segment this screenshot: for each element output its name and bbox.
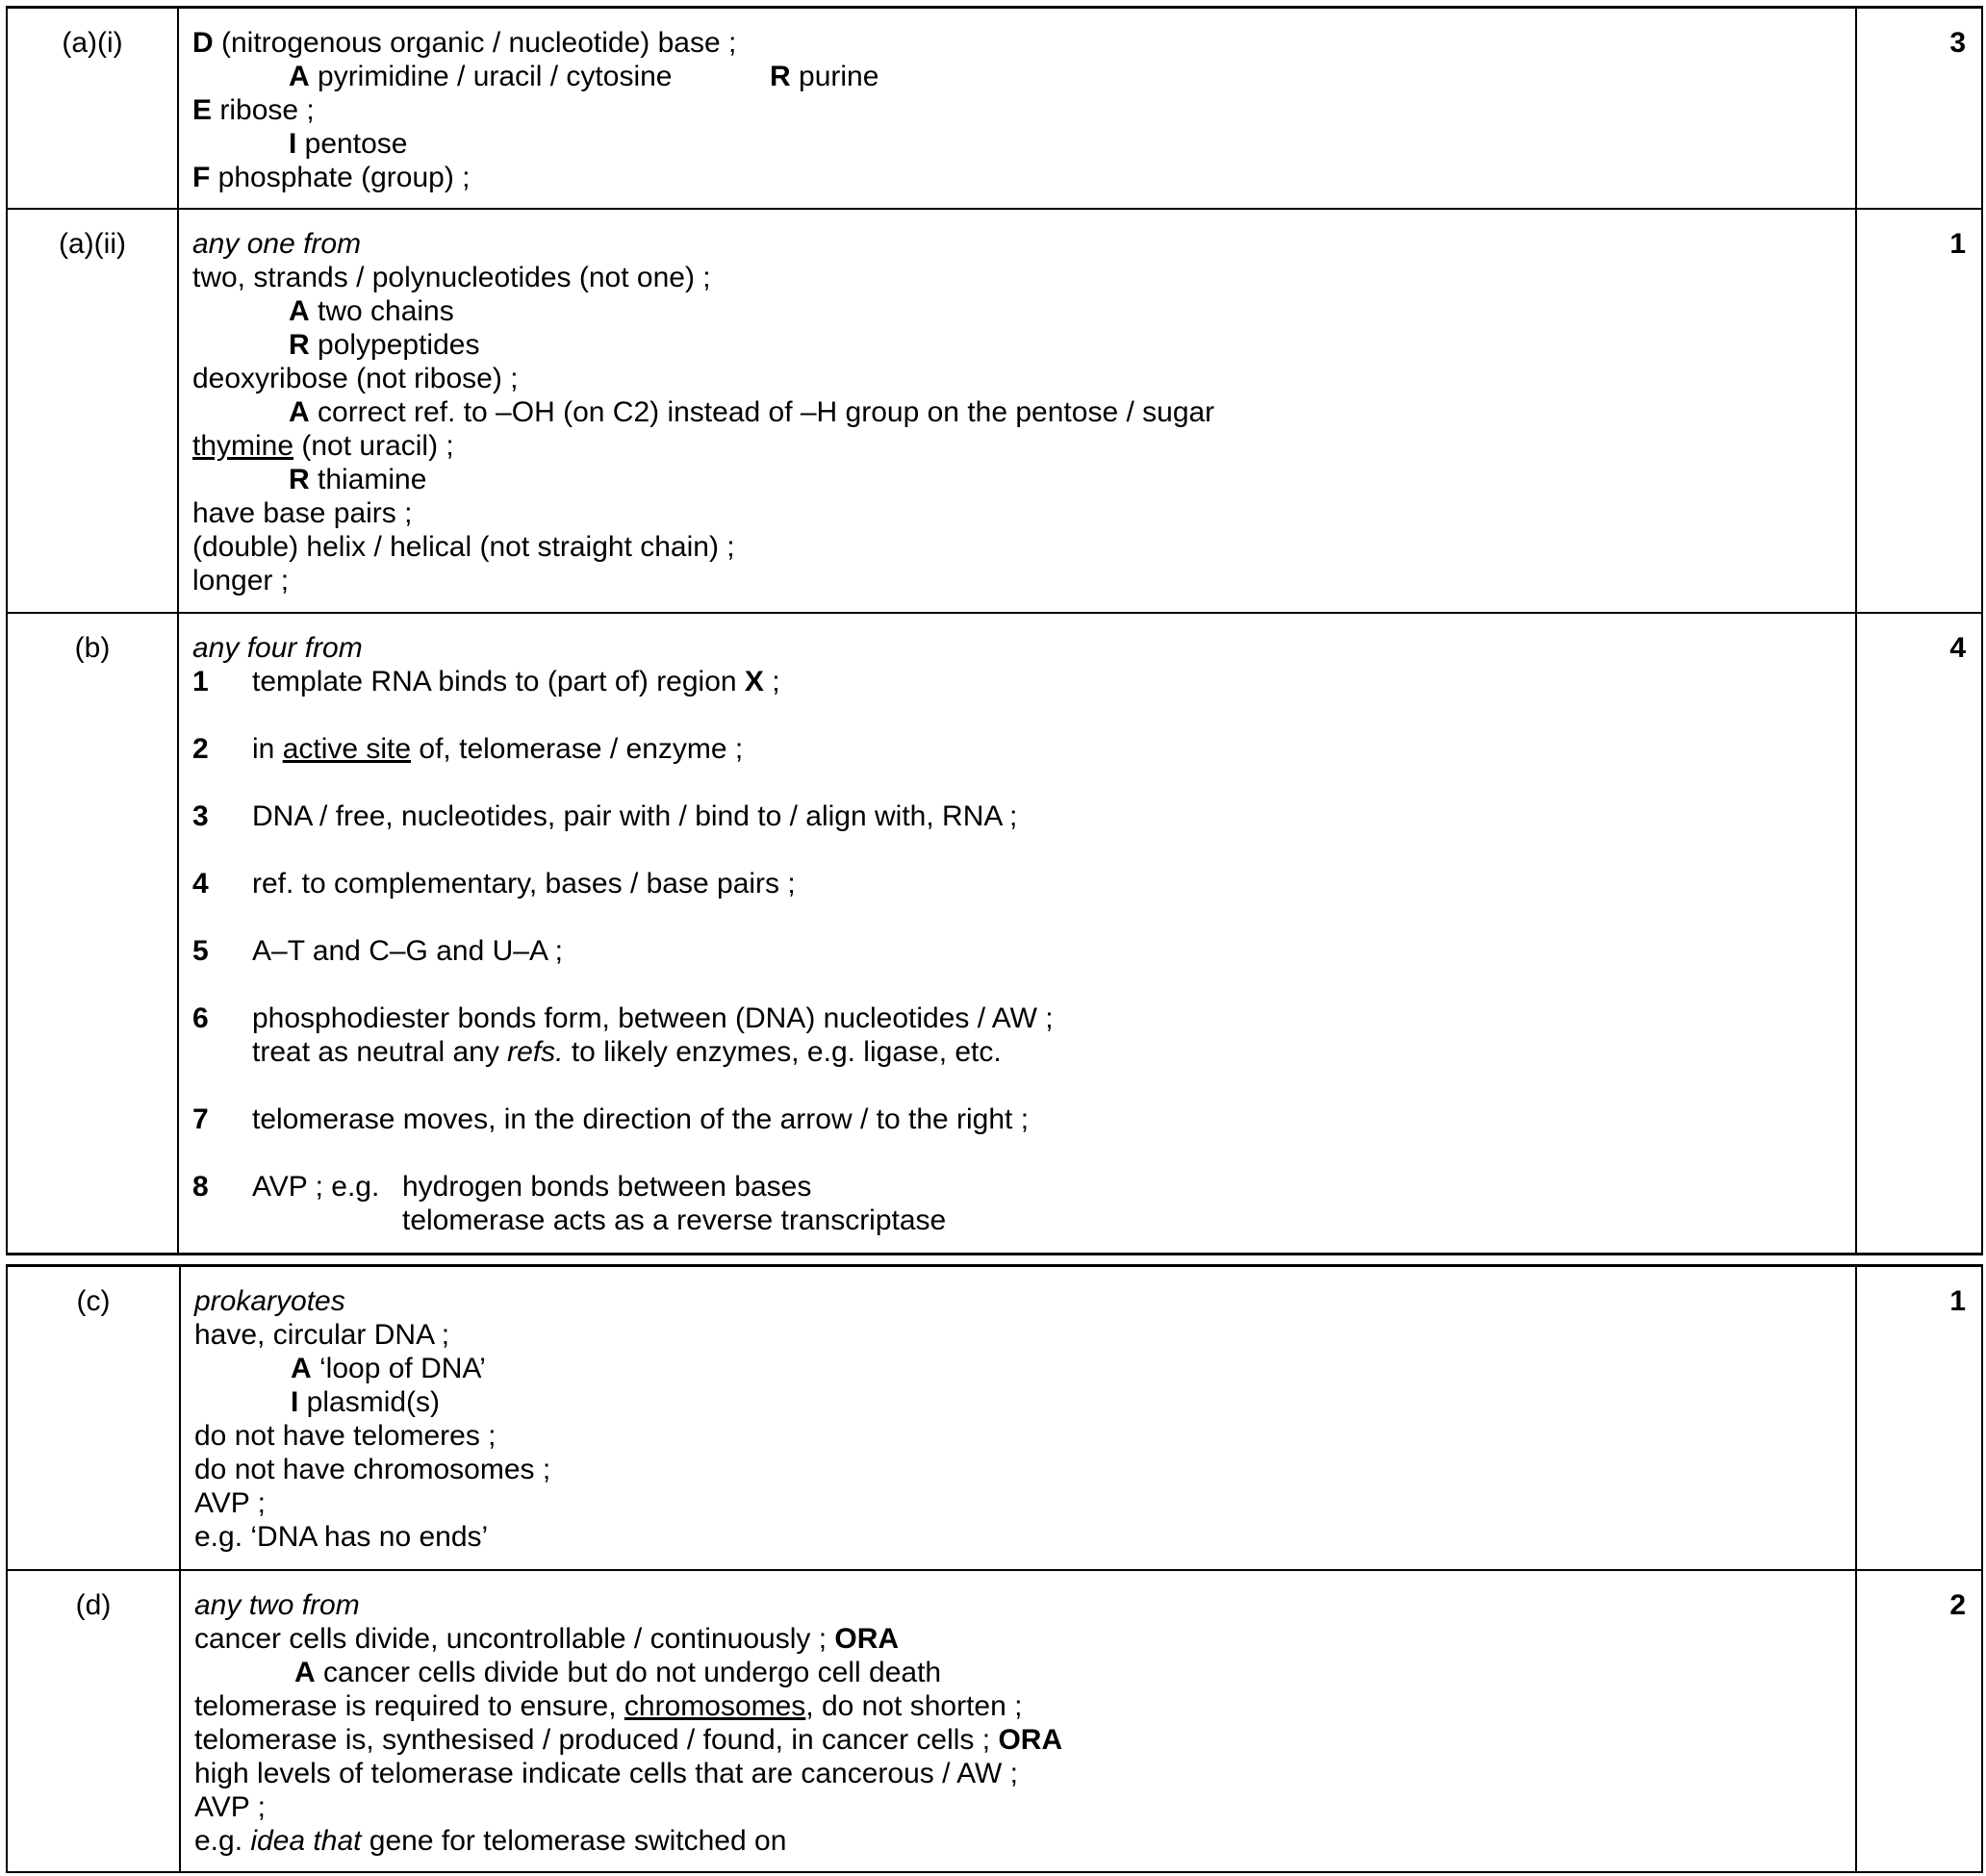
answer-line: R polypeptides bbox=[289, 329, 480, 361]
point-3: 3 DNA / free, nucleotides, pair with / bind to / align with, RNA ; bbox=[192, 800, 1018, 832]
question-label: (c) bbox=[7, 1266, 180, 1570]
answer-line: telomerase is, synthesised / produced / found, in cancer cells ; ORA bbox=[194, 1723, 1063, 1756]
row-c bbox=[7, 1266, 1982, 1570]
answer-cell bbox=[178, 613, 1856, 1254]
answer-line: A two chains bbox=[289, 295, 454, 327]
point-8: 8 AVP ; e.g. hydrogen bonds between bases bbox=[192, 1171, 812, 1203]
mark-scheme-table-1 bbox=[6, 6, 1983, 1255]
point-4: 4 ref. to complementary, bases / base pairs ; bbox=[192, 868, 796, 900]
marks-cell: 3 bbox=[1856, 8, 1982, 210]
point-1: 1 template RNA binds to (part of) region X ; bbox=[192, 666, 780, 697]
answer-line: e.g. idea that gene for telomerase switched on bbox=[194, 1824, 787, 1857]
mark-scheme-table-2 bbox=[6, 1264, 1983, 1873]
row-a-ii bbox=[7, 209, 1982, 613]
answer-line: thymine (not uracil) ; bbox=[192, 430, 454, 462]
answer-line: E ribose ; bbox=[192, 94, 315, 126]
answer-line: I plasmid(s) bbox=[291, 1386, 441, 1418]
answer-line: do not have telomeres ; bbox=[194, 1420, 496, 1452]
answer-line: have, circular DNA ; bbox=[194, 1319, 450, 1351]
answer-line: have base pairs ; bbox=[192, 497, 413, 529]
answer-line: deoxyribose (not ribose) ; bbox=[192, 363, 519, 394]
answer-intro: any four from bbox=[192, 632, 363, 664]
marks-cell: 1 bbox=[1856, 209, 1982, 613]
answer-line: e.g. ‘DNA has no ends’ bbox=[194, 1521, 489, 1553]
answer-line: F phosphate (group) ; bbox=[192, 162, 471, 193]
answer-line: AVP ; bbox=[194, 1487, 266, 1519]
answer-line: (double) helix / helical (not straight chain) ; bbox=[192, 531, 735, 563]
answer-line: A ‘loop of DNA’ bbox=[291, 1353, 486, 1384]
answer-line: A correct ref. to –OH (on C2) instead of –H group on the pentose / sugar bbox=[289, 396, 1215, 428]
answer-line: A cancer cells divide but do not undergo cell death bbox=[294, 1656, 942, 1688]
point-8-example: telomerase acts as a reverse transcriptase bbox=[402, 1204, 947, 1236]
question-label: (a)(ii) bbox=[7, 209, 178, 613]
answer-line: telomerase is required to ensure, chromosomes, do not shorten ; bbox=[194, 1689, 1023, 1722]
answer-cell bbox=[178, 8, 1856, 210]
answer-cell bbox=[178, 209, 1856, 613]
answer-cell bbox=[180, 1266, 1856, 1570]
question-label: (d) bbox=[7, 1570, 180, 1872]
row-a-i bbox=[7, 8, 1982, 210]
answer-intro: prokaryotes bbox=[194, 1285, 345, 1317]
row-d bbox=[7, 1570, 1982, 1872]
answer-line: two, strands / polynucleotides (not one) ; bbox=[192, 262, 711, 293]
row-b bbox=[7, 613, 1982, 1254]
answer-line: longer ; bbox=[192, 565, 290, 596]
point-6-note: treat as neutral any refs. to likely enzymes, e.g. ligase, etc. bbox=[252, 1036, 1002, 1068]
answer-line: A pyrimidine / uracil / cytosine R purine bbox=[289, 61, 879, 92]
answer-line: cancer cells divide, uncontrollable / continuously ; ORA bbox=[194, 1622, 900, 1655]
answer-line: I pentose bbox=[289, 128, 408, 160]
marks-cell: 4 bbox=[1856, 613, 1982, 1254]
point-6: 6 phosphodiester bonds form, between (DNA) nucleotides / AW ; bbox=[192, 1002, 1054, 1034]
point-2: 2 in active site of, telomerase / enzyme ; bbox=[192, 733, 744, 765]
answer-line: R thiamine bbox=[289, 464, 427, 495]
answer-intro: any one from bbox=[192, 228, 362, 260]
point-7: 7 telomerase moves, in the direction of the arrow / to the right ; bbox=[192, 1103, 1030, 1135]
answer-line: D (nitrogenous organic / nucleotide) base ; bbox=[192, 27, 737, 59]
question-label: (b) bbox=[7, 613, 178, 1254]
answer-line: AVP ; bbox=[194, 1790, 266, 1823]
answer-line: do not have chromosomes ; bbox=[194, 1454, 551, 1485]
answer-intro: any two from bbox=[194, 1588, 360, 1621]
marks-cell: 2 bbox=[1856, 1570, 1982, 1872]
answer-cell bbox=[180, 1570, 1856, 1872]
point-5: 5 A–T and C–G and U–A ; bbox=[192, 935, 563, 967]
marks-cell: 1 bbox=[1856, 1266, 1982, 1570]
question-label: (a)(i) bbox=[7, 8, 178, 210]
answer-line: high levels of telomerase indicate cells that are cancerous / AW ; bbox=[194, 1757, 1018, 1789]
